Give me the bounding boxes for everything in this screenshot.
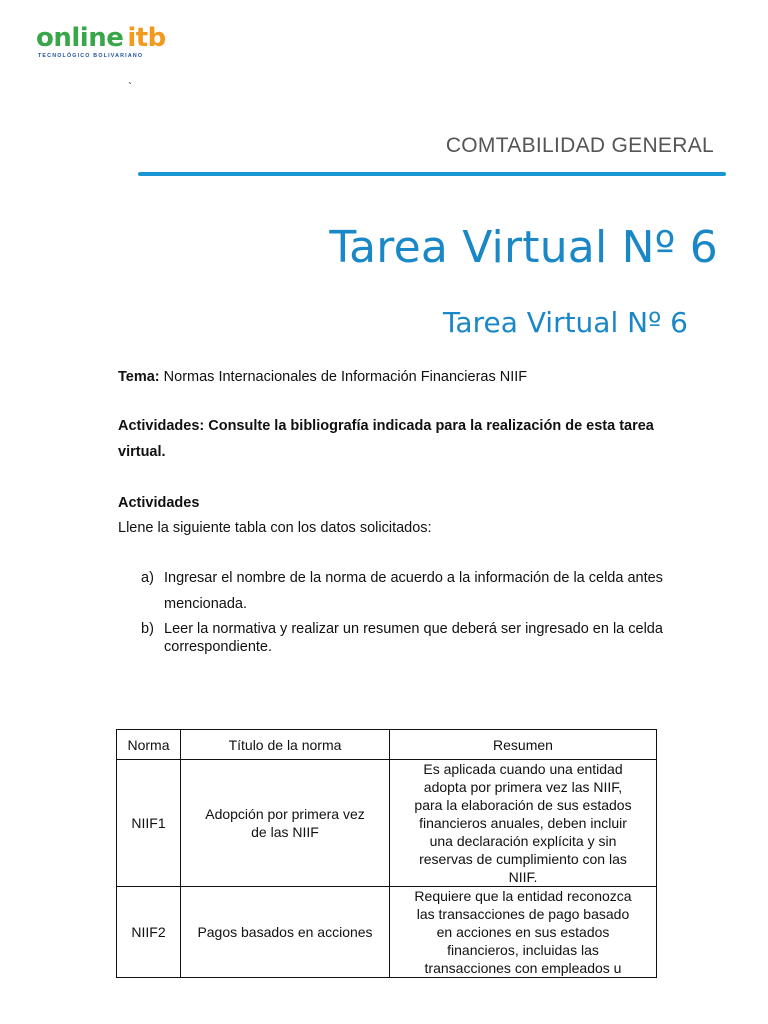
cell-line: adopta por primera vez las NIIF, xyxy=(423,779,623,795)
table-row xyxy=(117,887,657,978)
list-marker: a) xyxy=(141,570,154,586)
header-divider xyxy=(138,172,726,176)
cell-line: NIIF. xyxy=(508,869,538,885)
list-item-line: mencionada. xyxy=(164,596,248,612)
cell-line: en acciones en sus estados xyxy=(436,924,610,940)
cell-line: de las NIIF xyxy=(251,824,319,840)
cell-line: reservas de cumplimiento con las xyxy=(419,851,627,867)
cell-line: una declaración explícita y sin xyxy=(429,833,617,849)
stray-mark: ` xyxy=(128,80,132,94)
header-title: COMTABILIDAD GENERAL xyxy=(445,134,714,157)
header-cell-titulo: Título de la norma xyxy=(181,730,390,760)
list-item-line: correspondiente. xyxy=(164,639,273,655)
logo-itb-text: itb xyxy=(127,23,166,53)
page-subtitle: Tarea Virtual Nº 6 xyxy=(442,306,688,339)
cell-titulo xyxy=(181,887,390,978)
cell-norma: NIIF2 xyxy=(117,887,181,978)
cell-titulo xyxy=(181,760,390,887)
cell-line: Adopción por primera vez xyxy=(205,806,365,822)
cell-line: Requiere que la entidad reconozca xyxy=(414,888,632,904)
header-cell-resumen: Resumen xyxy=(390,730,657,760)
niif-table xyxy=(116,729,657,978)
table-row xyxy=(117,760,657,887)
cell-line: las transacciones de pago basado xyxy=(416,906,630,922)
cell-line: Pagos basados en acciones xyxy=(197,924,373,940)
actividades-intro-line2: virtual. xyxy=(118,444,166,460)
tema-text: Normas Internacionales de Información Financieras NIIF xyxy=(159,369,528,385)
tema-label: Tema: xyxy=(118,369,160,385)
cell-line: financieros anuales, deben incluir xyxy=(419,815,627,831)
table-header-row xyxy=(117,730,657,760)
logo xyxy=(36,22,176,62)
list-marker: b) xyxy=(141,621,154,637)
logo-subtitle: TECNOLÓGICO BOLIVARIANO xyxy=(38,53,144,59)
header-cell-norma: Norma xyxy=(117,730,181,760)
logo-wordmark xyxy=(36,22,166,54)
cell-line: para la elaboración de sus estados xyxy=(414,797,632,813)
list-item-line: Leer la normativa y realizar un resumen que deberá ser ingresado en la celda xyxy=(164,621,663,637)
page-title: Tarea Virtual Nº 6 xyxy=(329,222,718,273)
cell-resumen xyxy=(390,760,657,887)
actividades-instruction: Llene la siguiente tabla con los datos solicitados: xyxy=(118,520,432,536)
cell-line: financieros, incluidas las xyxy=(447,942,599,958)
cell-resumen xyxy=(390,887,657,978)
actividades-heading: Actividades xyxy=(118,495,200,511)
actividades-intro-line1: Actividades: Consulte la bibliografía indicada para la realización de esta tarea xyxy=(118,418,654,434)
tema-line xyxy=(118,369,527,385)
cell-line: transacciones con empleados u xyxy=(424,960,622,976)
logo-online-text: online xyxy=(36,23,124,53)
list-item-line: Ingresar el nombre de la norma de acuerdo a la información de la celda antes xyxy=(164,570,663,586)
cell-line: Es aplicada cuando una entidad xyxy=(423,761,623,777)
cell-norma: NIIF1 xyxy=(117,760,181,887)
